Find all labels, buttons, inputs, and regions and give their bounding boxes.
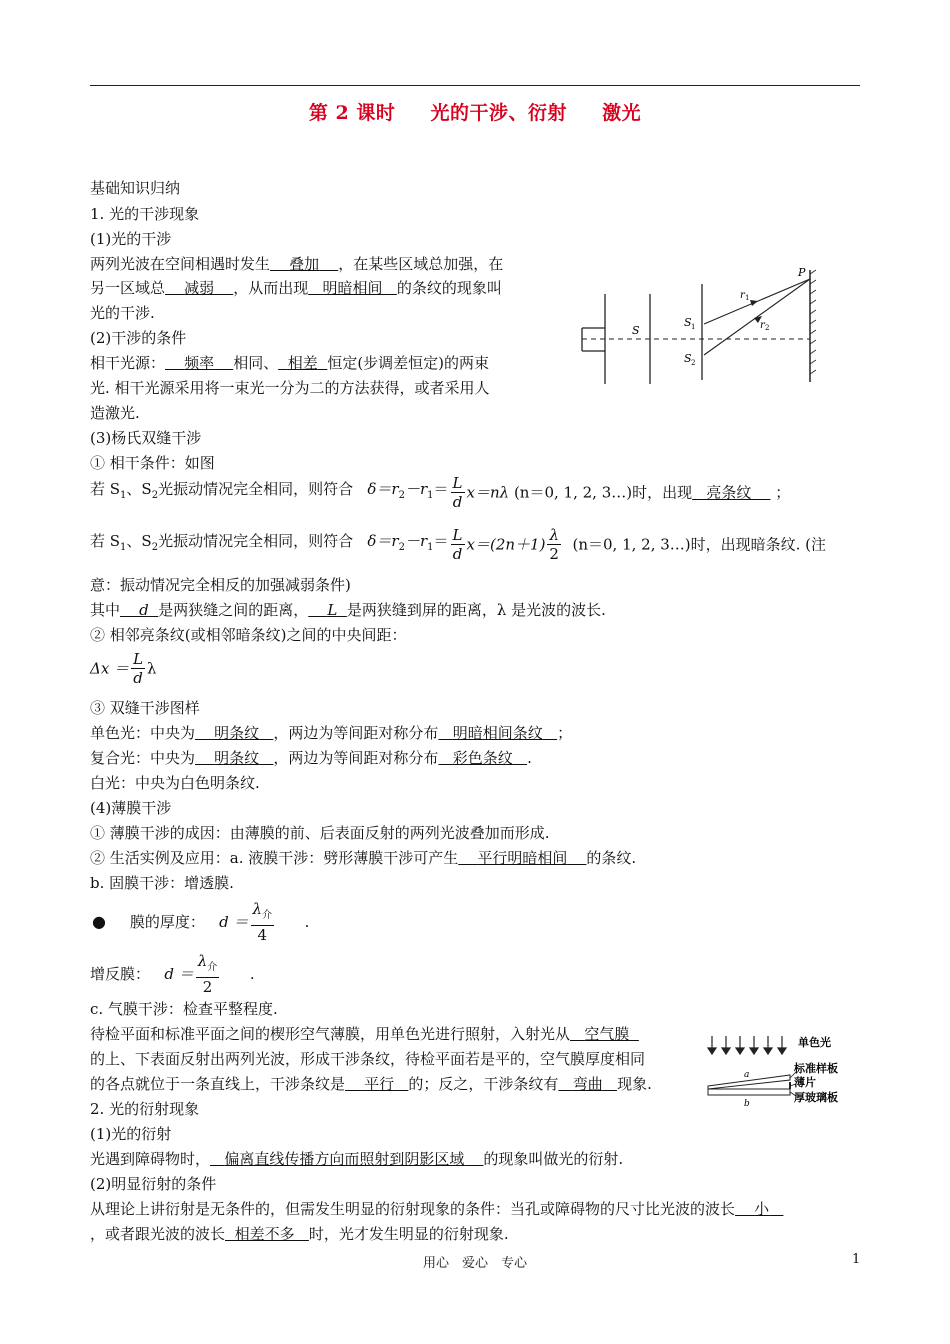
text: d ＝ bbox=[164, 965, 194, 983]
answer: 明条纹 bbox=[214, 749, 260, 767]
text: 相同、 bbox=[233, 354, 279, 372]
answer-blank bbox=[308, 279, 397, 297]
answer: 明暗相间 bbox=[322, 279, 383, 297]
answer-blank bbox=[165, 279, 233, 297]
ray-r1-arrow bbox=[750, 300, 758, 306]
answer-blank bbox=[458, 849, 586, 867]
answer-blank bbox=[195, 749, 273, 767]
label-S2: S bbox=[684, 352, 692, 365]
text: x＝(2n＋1) bbox=[466, 535, 546, 554]
numerator: λ bbox=[549, 526, 559, 544]
heading-interference: 1. 光的干涉现象 bbox=[90, 205, 200, 223]
denominator: d bbox=[452, 493, 463, 511]
subscript: 2 bbox=[151, 490, 159, 501]
answer: 平行明暗相间 bbox=[477, 849, 568, 867]
title-lesson: 第 2 课时 bbox=[308, 102, 396, 124]
answer-blank bbox=[308, 601, 347, 619]
label-r2-sub: 2 bbox=[765, 324, 770, 332]
air-wedge-diagram bbox=[704, 1030, 854, 1110]
text: λ 是光波的波长. bbox=[496, 601, 606, 619]
label-S2-sub: 2 bbox=[691, 359, 696, 367]
text: ＝ bbox=[433, 532, 449, 550]
section-heading: 基础知识归纳 bbox=[90, 179, 181, 197]
fraction-L-over-d bbox=[451, 526, 465, 563]
text: －r bbox=[404, 532, 428, 550]
text bbox=[467, 536, 546, 554]
denominator: 4 bbox=[257, 926, 268, 944]
text bbox=[563, 536, 826, 554]
text: ，从而出现 bbox=[233, 279, 309, 297]
subscript: 1 bbox=[427, 490, 434, 501]
para-line bbox=[90, 747, 532, 768]
bullet-icon: ● bbox=[92, 912, 106, 931]
denominator: d bbox=[133, 669, 143, 687]
answer-blank bbox=[195, 724, 273, 742]
answer-blank bbox=[558, 1075, 617, 1093]
subscript: 2 bbox=[398, 542, 405, 553]
text: 另一区域总 bbox=[90, 279, 166, 297]
text: 、S bbox=[126, 480, 152, 498]
text: δ＝r bbox=[367, 480, 399, 498]
label-b: b bbox=[744, 1099, 750, 1109]
text: ，两边为等间距对称分布 bbox=[273, 749, 439, 767]
answer: 偏离直线传播方向而照射到阴影区域 bbox=[224, 1150, 465, 1168]
text: (n＝0, 1, 2, 3…)时，出现暗条纹. (注 bbox=[572, 535, 827, 554]
fraction-lambda-over-4 bbox=[251, 900, 275, 944]
label-S1-sub: 1 bbox=[691, 323, 696, 331]
light-arrows bbox=[708, 1036, 786, 1054]
label-r1-sub: 1 bbox=[745, 294, 750, 302]
denominator: 2 bbox=[202, 978, 213, 996]
subscript: 介 bbox=[207, 962, 218, 973]
page-number: 1 bbox=[852, 1252, 861, 1267]
para-line bbox=[90, 599, 606, 620]
label-thin-sheet: 薄片 bbox=[794, 1076, 816, 1089]
subscript: 1 bbox=[120, 542, 127, 553]
para-line: c. 气膜干涉：检查平整程度. bbox=[90, 1000, 278, 1018]
formula-spacing bbox=[90, 650, 157, 687]
para-line bbox=[90, 253, 503, 274]
text: ； bbox=[775, 483, 791, 502]
formula-reflective-film bbox=[90, 952, 255, 996]
text: 、S bbox=[126, 532, 152, 550]
answer: 明条纹 bbox=[214, 724, 260, 742]
title-topic: 光的干涉、衍射 bbox=[430, 102, 567, 124]
para-line bbox=[90, 722, 572, 743]
text: 光遇到障碍物时， bbox=[90, 1150, 211, 1168]
text: ② 生活实例及应用：a. 液膜干涉：劈形薄膜干涉可产生 bbox=[90, 849, 459, 867]
top-rule bbox=[90, 85, 860, 86]
subscript: 介 bbox=[262, 910, 273, 921]
text: 的条纹. bbox=[586, 849, 637, 867]
text: ，两边为等间距对称分布 bbox=[273, 724, 439, 742]
para-line: ② 相邻亮条纹(或相邻暗条纹)之间的中央间距： bbox=[90, 626, 407, 644]
para-line: ① 相干条件：如图 bbox=[90, 454, 215, 472]
text: (n＝0, 1, 2, 3…)时，出现 bbox=[513, 483, 693, 502]
fraction-L-over-d bbox=[131, 650, 145, 687]
answer: 小 bbox=[754, 1200, 770, 1218]
text: 从理论上讲衍射是无条件的，但需发生明显的衍射现象的条件：当孔或障碍物的尺寸比光波的波长 bbox=[90, 1200, 736, 1218]
subheading-interference: (1)光的干涉 bbox=[90, 230, 172, 248]
text: 光振动情况完全相同，则符合 bbox=[158, 532, 354, 550]
label-monochromatic: 单色光 bbox=[798, 1036, 831, 1049]
denominator: 2 bbox=[549, 545, 559, 563]
text: . bbox=[304, 913, 310, 931]
double-slit-diagram bbox=[580, 262, 830, 387]
answer-blank bbox=[270, 255, 338, 273]
para-line bbox=[90, 1148, 623, 1169]
text: . bbox=[249, 965, 255, 983]
numerator: L bbox=[452, 526, 463, 544]
para-line bbox=[90, 1023, 639, 1044]
label-r1: r bbox=[740, 290, 745, 301]
label-P: P bbox=[798, 266, 806, 279]
text: ； bbox=[557, 724, 573, 742]
numerator: λ bbox=[197, 952, 208, 970]
para-line: 的上、下表面反射出两列光波，形成干涉条纹，待检平面若是平的，空气膜厚度相同 bbox=[90, 1050, 646, 1068]
answer-blank bbox=[120, 601, 158, 619]
text bbox=[90, 480, 449, 501]
fraction-L-over-d bbox=[451, 474, 465, 511]
answer-blank bbox=[735, 1200, 783, 1218]
answer: 相差不多 bbox=[234, 1225, 295, 1243]
subscript: 2 bbox=[151, 542, 159, 553]
text: －r bbox=[404, 480, 428, 498]
answer-blank bbox=[438, 724, 557, 742]
text: 光振动情况完全相同，则符合 bbox=[158, 480, 354, 498]
answer-blank bbox=[278, 354, 327, 372]
footer-motto: 用心 爱心 专心 bbox=[422, 1256, 527, 1271]
numerator: λ bbox=[252, 900, 263, 918]
para-line: 意：振动情况完全相反的加强减弱条件) bbox=[90, 576, 351, 594]
text: 相干光源： bbox=[90, 354, 166, 372]
text bbox=[90, 532, 449, 553]
answer: 明暗相间条纹 bbox=[452, 724, 543, 742]
answer-blank bbox=[225, 1225, 309, 1243]
answer: L bbox=[327, 601, 338, 619]
text: 单色光：中央为 bbox=[90, 724, 196, 742]
answer: 叠加 bbox=[289, 255, 320, 273]
label-standard-plate: 标准样板 bbox=[794, 1062, 838, 1075]
text: ，在某些区域总加强，在 bbox=[338, 255, 504, 273]
text: λ bbox=[147, 659, 157, 678]
text: 其中 bbox=[90, 601, 121, 619]
text: 的；反之，干涉条纹有 bbox=[408, 1075, 559, 1093]
answer: 相差 bbox=[287, 354, 318, 372]
text: 若 S bbox=[90, 480, 121, 498]
answer: 平行 bbox=[364, 1075, 395, 1093]
text: 是两狭缝之间的距离， bbox=[158, 601, 309, 619]
subheading-diffraction: (1)光的衍射 bbox=[90, 1125, 172, 1143]
subscript: 1 bbox=[120, 490, 127, 501]
label-S: S bbox=[632, 324, 640, 337]
para-line bbox=[90, 1073, 652, 1094]
para-line: 光的干涉. bbox=[90, 304, 155, 322]
subheading-conditions-diffraction: (2)明显衍射的条件 bbox=[90, 1175, 217, 1193]
thick-glass-plate bbox=[708, 1089, 790, 1095]
para-line: ③ 双缝干涉图样 bbox=[90, 699, 200, 717]
text: 待检平面和标准平面之间的楔形空气薄膜，用单色光进行照射，入射光从 bbox=[90, 1025, 571, 1043]
subscript: 1 bbox=[427, 542, 434, 553]
subheading-conditions: (2)干涉的条件 bbox=[90, 329, 187, 347]
answer: 频率 bbox=[184, 354, 215, 372]
answer-blank bbox=[345, 1075, 408, 1093]
answer-blank bbox=[165, 354, 233, 372]
text: ＝ bbox=[433, 480, 449, 498]
answer: 弯曲 bbox=[572, 1075, 603, 1093]
label-S1: S bbox=[684, 316, 692, 329]
answer: 亮条纹 bbox=[706, 483, 752, 502]
text: δ＝r bbox=[367, 532, 399, 550]
fraction-lambda-over-2 bbox=[547, 526, 561, 563]
heading-diffraction: 2. 光的衍射现象 bbox=[90, 1100, 200, 1118]
text: 的条纹的现象叫 bbox=[396, 279, 502, 297]
para-line: 光. 相干光源采用将一束光一分为二的方法获得，或者采用人 bbox=[90, 379, 490, 397]
formula-bright bbox=[90, 474, 790, 511]
text bbox=[467, 484, 791, 502]
answer-blank bbox=[692, 484, 770, 502]
numerator: L bbox=[452, 474, 463, 492]
para-line: 造激光. bbox=[90, 404, 140, 422]
text: 是两狭缝到屏的距离， bbox=[346, 601, 497, 619]
text: d ＝ bbox=[219, 913, 249, 931]
text: 的现象叫做光的衍射. bbox=[483, 1150, 624, 1168]
formula-film-thickness bbox=[92, 900, 309, 944]
page-title bbox=[0, 98, 950, 125]
answer: 空气膜 bbox=[584, 1025, 630, 1043]
text: 增反膜： bbox=[90, 965, 151, 983]
denominator: d bbox=[452, 545, 463, 563]
answer: d bbox=[139, 601, 149, 619]
text: 膜的厚度： bbox=[129, 913, 205, 931]
para-line bbox=[90, 277, 502, 298]
formula-dark bbox=[90, 526, 826, 563]
answer: 减弱 bbox=[184, 279, 215, 297]
label-thick-glass: 厚玻璃板 bbox=[794, 1091, 838, 1104]
screen-hatching bbox=[810, 270, 816, 374]
para-line bbox=[90, 1198, 783, 1219]
subheading-young: (3)杨氏双缝干涉 bbox=[90, 429, 202, 447]
text: 恒定(步调差恒定)的两束 bbox=[327, 354, 490, 372]
answer-blank bbox=[570, 1025, 639, 1043]
answer: 彩色条纹 bbox=[452, 749, 513, 767]
answer-blank bbox=[438, 749, 527, 767]
text: 若 S bbox=[90, 532, 121, 550]
text: 时，光才发生明显的衍射现象. bbox=[308, 1225, 509, 1243]
label-a: a bbox=[744, 1070, 750, 1080]
answer-blank bbox=[210, 1150, 483, 1168]
text: . bbox=[527, 749, 532, 767]
para-line: b. 固膜干涉：增透膜. bbox=[90, 874, 234, 892]
subheading-thin-film: (4)薄膜干涉 bbox=[90, 799, 172, 817]
para-line bbox=[90, 847, 636, 868]
label-r2: r bbox=[760, 320, 765, 331]
para-line: 白光：中央为白色明条纹. bbox=[90, 774, 260, 792]
para-line bbox=[90, 352, 489, 373]
para-line bbox=[90, 1223, 509, 1244]
numerator: L bbox=[133, 650, 144, 668]
text: 现象. bbox=[617, 1075, 652, 1093]
text: 两列光波在空间相遇时发生 bbox=[90, 255, 271, 273]
text: ，或者跟光波的波长 bbox=[90, 1225, 226, 1243]
fraction-lambda-over-2 bbox=[196, 952, 220, 996]
title-laser: 激光 bbox=[602, 102, 642, 124]
text: Δx ＝ bbox=[90, 659, 130, 678]
text: 的各点就位于一条直线上，干涉条纹是 bbox=[90, 1075, 346, 1093]
subscript: 2 bbox=[398, 490, 405, 501]
text: x＝nλ bbox=[466, 483, 510, 502]
text: 复合光：中央为 bbox=[90, 749, 196, 767]
para-line: ① 薄膜干涉的成因：由薄膜的前、后表面反射的两列光波叠加而形成. bbox=[90, 824, 550, 842]
